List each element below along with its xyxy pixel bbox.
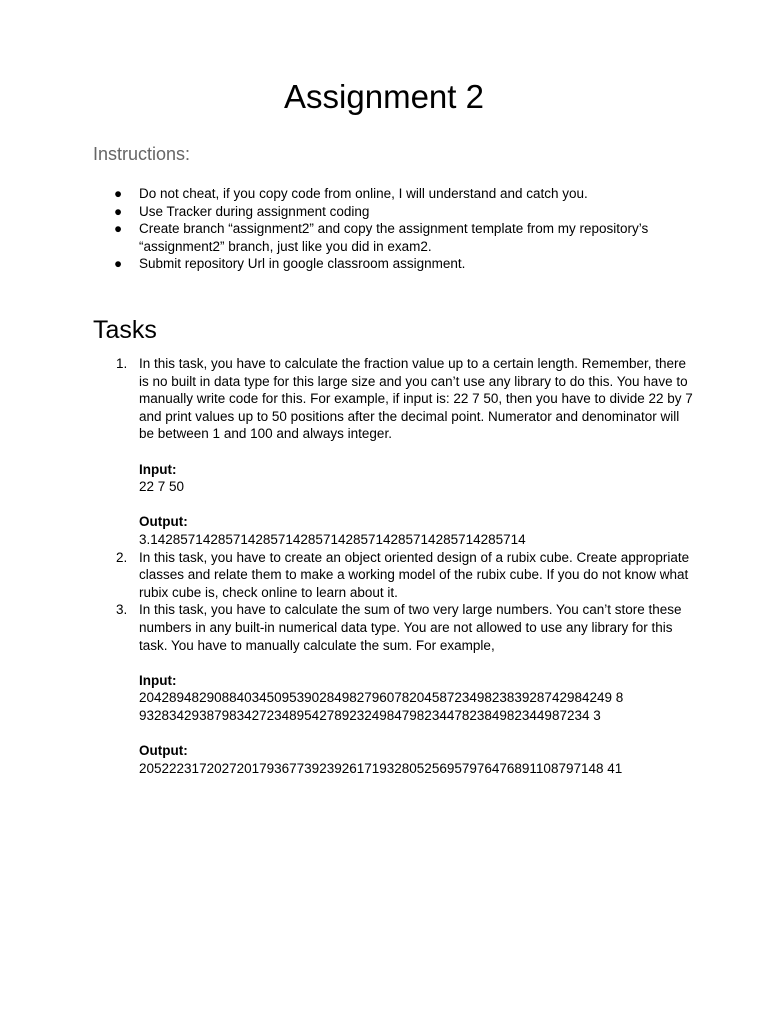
output-label: Output: xyxy=(139,514,188,530)
task-description: In this task, you have to create an object oriented design of a rubix cube. Create appropriate classes and relate them to make a working model of the rubix cube. If you do not know what rubix cube is, check online to learn about it. xyxy=(139,549,690,600)
instruction-text: Do not cheat, if you copy code from online, I will understand and catch you. xyxy=(139,186,588,201)
bullet-icon: ● xyxy=(114,203,123,219)
instruction-text: Use Tracker during assignment coding xyxy=(139,203,370,219)
output-value: 20522231720272017936773923926171932805256957976476891108797148 41 xyxy=(139,760,623,776)
instruction-text: Submit repository Url in google classroom assignment. xyxy=(139,256,466,272)
list-item xyxy=(93,220,693,255)
task-description: In this task, you have to calculate the sum of two very large numbers. You can’t store these numbers in any built-in numerical data type. You are not allowed to use any library for this task. You have to manually calculate the sum. For example, xyxy=(139,602,682,653)
list-item xyxy=(93,255,693,273)
page-title: Assignment 2 xyxy=(284,78,484,115)
bullet-icon: ● xyxy=(114,186,123,201)
list-item xyxy=(93,185,693,203)
input-value: 204289482908840345095390284982796078204587234982383928742984249 8 xyxy=(139,690,624,706)
input-value: 22 7 50 xyxy=(139,479,185,495)
tasks-list xyxy=(93,355,693,777)
task-item-3 xyxy=(93,601,693,777)
instructions-list xyxy=(93,185,693,273)
tasks-heading: Tasks xyxy=(93,316,157,344)
output-label: Output: xyxy=(139,743,188,759)
input-label: Input: xyxy=(139,672,177,688)
input-value: 932834293879834272348954278923249847982344782384982344987234 3 xyxy=(139,707,601,723)
task-item-1 xyxy=(93,355,693,549)
instruction-text: Create branch “assignment2” and copy the assignment template from my repository’s “assignment2” branch, just like you did in exam2. xyxy=(139,221,649,254)
bullet-icon: ● xyxy=(114,221,123,237)
task-number: 2. xyxy=(116,549,128,565)
task-number: 1. xyxy=(116,356,128,371)
task-number: 3. xyxy=(116,602,128,618)
output-value: 3.14285714285714285714285714285714285714285714285714 xyxy=(139,531,526,547)
input-label: Input: xyxy=(139,461,177,477)
instructions-heading: Instructions: xyxy=(93,144,191,164)
list-item xyxy=(93,203,693,221)
task-description: In this task, you have to calculate the fraction value up to a certain length. Remember, there is no built in data type for this large size and you can’t use any library to do this. You have to manually write code for this. For example, if input is: 22 7 50, then you have to divide 22 by 7 and print values up to 50 positions after the decimal point. Numerator and denominator will be between 1 and 100 and always integer. xyxy=(139,356,693,442)
bullet-icon: ● xyxy=(114,256,123,272)
task-item-2 xyxy=(93,549,693,602)
